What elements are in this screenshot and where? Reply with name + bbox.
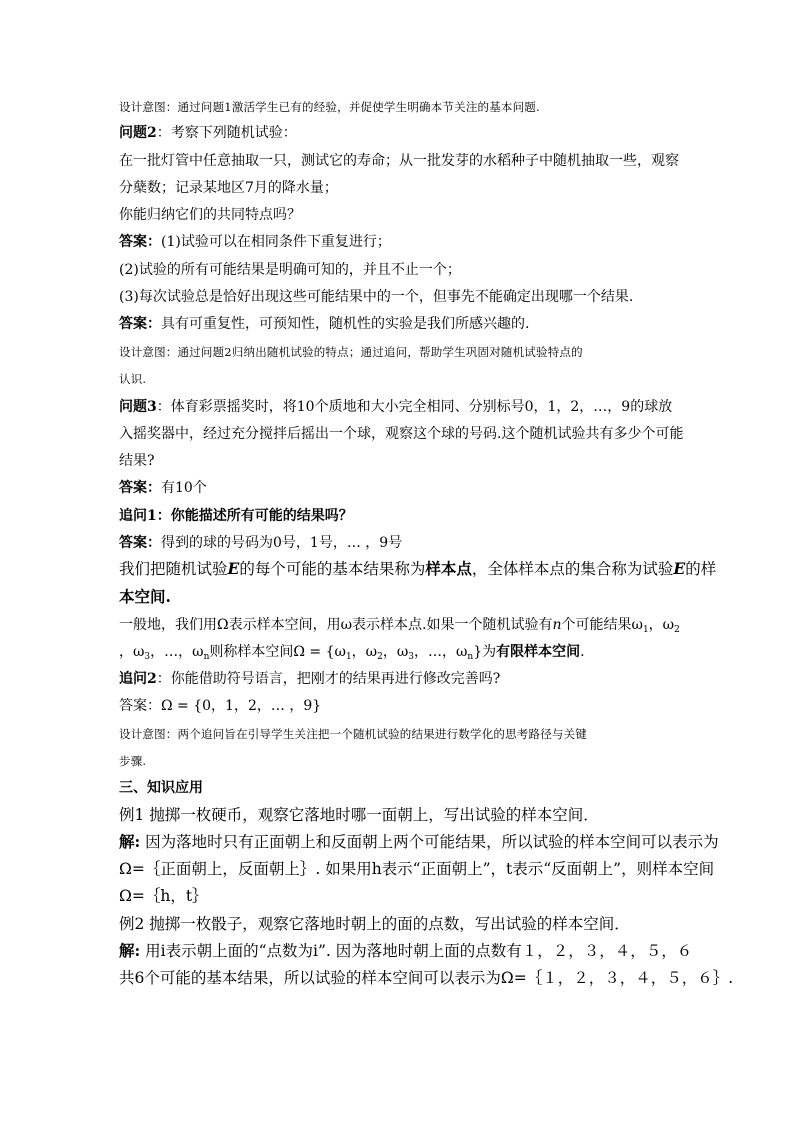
question-3-text: ：体育彩票摇奖时，将10个质地和大小完全相同、分别标号0，1，2，…，9的球放 xyxy=(156,399,673,415)
text-segment: 则称样本空间Ω = {ω xyxy=(209,644,346,660)
answer-label: 答案： xyxy=(119,234,161,250)
follow-up-1-text: ：你能描述所有可能的结果吗？ xyxy=(156,508,353,524)
answer-text: 有10个 xyxy=(161,480,207,496)
question-3-label: 问题3 xyxy=(119,399,157,415)
text-segment: ，…，ω xyxy=(150,644,204,660)
example-1: 例1 抛掷一枚硬币，观察它落地时哪一面朝上，写出试验的样本空间． xyxy=(119,806,599,824)
question-2-body-2: 分蘖数；记录某地区7月的降水量； xyxy=(119,180,338,196)
text-segment: . xyxy=(580,644,585,660)
text-segment: }为 xyxy=(473,644,497,660)
text-segment: 个可能结果ω xyxy=(561,617,643,633)
text-segment: 我们把随机试验 xyxy=(119,560,228,578)
example-2: 例2 抛掷一枚骰子，观察它落地时朝上的面的点数，写出试验的样本空间． xyxy=(119,915,630,933)
text-segment: ，ω xyxy=(119,644,145,660)
follow-up-2-label: 追问2 xyxy=(119,671,157,687)
text-segment: ，…，ω xyxy=(413,644,468,660)
text-segment: ，全体样本点的集合称为试验 xyxy=(471,560,674,578)
question-2 xyxy=(119,124,297,142)
solution-label: 解: xyxy=(119,941,141,960)
design-intent-3: 设计意图：两个追问旨在引导学生关注把一个随机试验的结果进行数学化的思考路径与关键 xyxy=(119,727,587,741)
symbol-e: E xyxy=(673,559,686,578)
follow-up-2 xyxy=(119,670,500,688)
solution-2-cont: 共6个可能的基本结果，所以试验的样本空间可以表示为Ω=｛１，２，３，４，５，６｝. xyxy=(119,969,734,987)
definition-sample-point xyxy=(119,560,716,578)
follow-up-1 xyxy=(119,507,353,525)
answer-label: 答案： xyxy=(119,535,161,551)
text-segment: ，ω xyxy=(382,644,409,660)
solution-label: 解: xyxy=(119,832,141,851)
question-2-body-1: 在一批灯管中任意抽取一只，测试它的寿命；从一批发芽的水稻种子中随机抽取一些，观察 xyxy=(119,153,679,169)
subscript: 2 xyxy=(674,625,680,635)
general-definition xyxy=(119,616,680,634)
answer-label: 答案： xyxy=(119,480,161,496)
term-sample-point: 样本点 xyxy=(425,559,472,578)
subscript: 3 xyxy=(144,652,151,662)
question-2-prompt: 你能归纳它们的共同特点吗？ xyxy=(119,207,301,223)
answer-1 xyxy=(119,233,391,251)
text-segment: 一般地，我们用Ω表示样本空间，用ω表示样本点.如果一个随机试验有 xyxy=(119,617,553,633)
text-segment: ，ω xyxy=(351,644,378,660)
answer-4 xyxy=(119,534,402,552)
answer-2 xyxy=(119,315,529,333)
term-sample-space: 本空间. xyxy=(119,587,171,606)
answer-label: 答案： xyxy=(119,316,161,332)
follow-up-2-text: ：你能借助符号语言，把刚才的结果再进行修改完善吗? xyxy=(156,671,501,687)
text-segment: 的每个可能的基本结果称为 xyxy=(239,560,426,578)
question-2-label: 问题2 xyxy=(119,125,157,141)
subscript: 1 xyxy=(345,652,352,662)
symbol-n: n xyxy=(552,617,562,633)
design-intent-3-cont: 步骤. xyxy=(119,754,147,768)
question-3 xyxy=(119,398,672,416)
design-intent-1: 设计意图：通过问题1激活学生已有的经验，并促使学生明确本节关注的基本问题. xyxy=(119,100,540,114)
text-segment: ，ω xyxy=(648,617,675,633)
answer-1-item-3: (3)每次试验总是恰好出现这些可能结果中的一个，但事先不能确定出现哪一个结果. xyxy=(119,289,634,305)
section-heading: 三、知识应用 xyxy=(119,780,203,796)
answer-text: 得到的球的号码为0号，1号，… ，9号 xyxy=(161,535,403,551)
answer-3 xyxy=(119,479,207,497)
question-3-body-2: 入摇奖器中，经过充分搅拌后摇出一个球，观察这个球的号码.这个随机试验共有多少个可能 xyxy=(119,426,684,442)
solution-text: 用i表示朝上面的“点数为i”. 因为落地时朝上面的点数有１，２，３，４，５，６ xyxy=(140,942,693,960)
solution-1 xyxy=(119,833,719,851)
subscript: 2 xyxy=(377,652,383,662)
answer-5: 答案：Ω = {0，1，2，… ，9} xyxy=(119,698,322,714)
solution-2 xyxy=(119,942,692,960)
answer-text: (1)试验可以在相同条件下重复进行； xyxy=(161,234,391,250)
question-2-text: ：考察下列随机试验： xyxy=(156,125,297,141)
subscript: 1 xyxy=(642,625,649,635)
subscript: n xyxy=(203,652,210,662)
solution-text: 因为落地时只有正面朝上和反面朝上两个可能结果，所以试验的样本空间可以表示为 xyxy=(140,833,719,851)
solution-1-result: Ω=｛h，t｝ xyxy=(119,887,208,905)
design-intent-2: 设计意图：通过问题2归纳出随机试验的特点；通过追问，帮助学生巩固对随机试验特点的 xyxy=(119,345,583,359)
follow-up-1-label: 追问1 xyxy=(119,508,157,524)
solution-1-cont: Ω=｛正面朝上，反面朝上｝. 如果用h表示“正面朝上”，t表示“反面朝上”，则样本空间 xyxy=(119,860,715,878)
design-intent-2-cont: 认识. xyxy=(119,372,147,386)
term-finite-sample-space: 有限样本空间 xyxy=(496,644,581,660)
answer-1-item-2: (2)试验的所有可能结果是明确可知的，并且不止一个； xyxy=(119,262,461,278)
text-segment: 的样 xyxy=(685,560,717,578)
question-3-body-3: 结果? xyxy=(119,453,155,469)
finite-sample-space xyxy=(119,643,585,661)
subscript: 3 xyxy=(408,652,414,662)
answer-text: 具有可重复性，可预知性，随机性的实验是我们所感兴趣的. xyxy=(161,316,530,332)
symbol-e: E xyxy=(227,559,240,578)
subscript: n xyxy=(467,652,474,662)
